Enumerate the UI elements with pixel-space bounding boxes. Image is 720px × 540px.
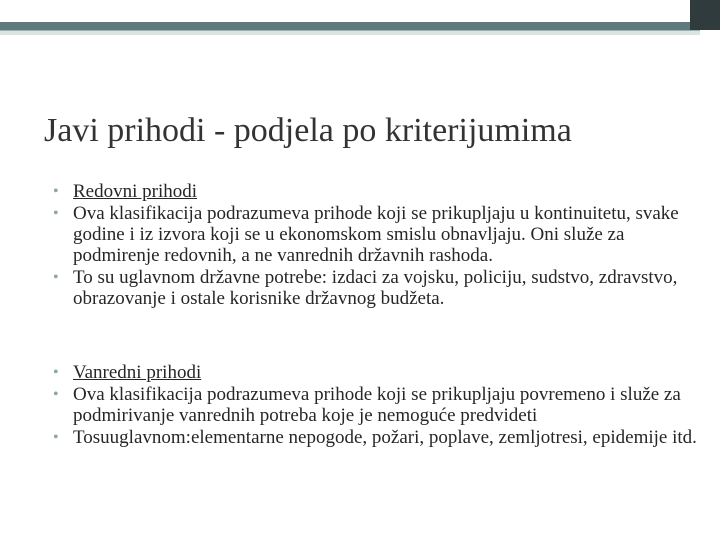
- accent-bar: [0, 22, 700, 30]
- list-item: [52, 181, 702, 202]
- section-heading-extraordinary: Vanredni prihodi: [73, 362, 202, 383]
- bullet-icon: •: [53, 269, 59, 286]
- list-item-text: Ova klasifikacija podrazumeva prihode koji se prikupljaju u kontinuitetu, svake godine i iz izvora koji se u ekonomskom smislu obnavljaju. Oni služe za podmirenje redovnih, a ne vanrednih državnih rashoda.: [73, 203, 679, 266]
- bullet-icon: •: [53, 183, 59, 200]
- list-item: [52, 384, 702, 426]
- slide-title: Javi prihodi - podjela po kriterijumima: [44, 112, 572, 149]
- list-item: [52, 267, 702, 309]
- list-item: [52, 203, 702, 266]
- list-item: [52, 427, 702, 448]
- list-item-text: Tosuuglavnom:elementarne nepogode, požari, poplave, zemljotresi, epidemije itd.: [73, 427, 697, 448]
- bullet-list-regular: [52, 181, 702, 310]
- bullet-icon: •: [53, 429, 59, 446]
- bullet-icon: •: [53, 386, 59, 403]
- top-decorative-bar: [0, 0, 720, 36]
- section-heading-regular: Redovni prihodi: [73, 181, 198, 202]
- bullet-list-extraordinary: [52, 362, 702, 449]
- corner-block: [690, 0, 720, 30]
- list-item-text: To su uglavnom državne potrebe: izdaci za vojsku, policiju, sudstvo, zdravstvo, obrazovanje i ostale korisnike državnog budžeta.: [73, 267, 678, 309]
- list-item-text: Ova klasifikacija podrazumeva prihode koji se prikupljaju povremeno i služe za podmirivanje vanrednih potreba koje je nemoguće predvideti: [73, 384, 681, 426]
- bullet-icon: •: [53, 364, 59, 381]
- bullet-icon: •: [53, 205, 59, 222]
- list-item: [52, 362, 702, 383]
- accent-bar-line: [0, 30, 700, 31]
